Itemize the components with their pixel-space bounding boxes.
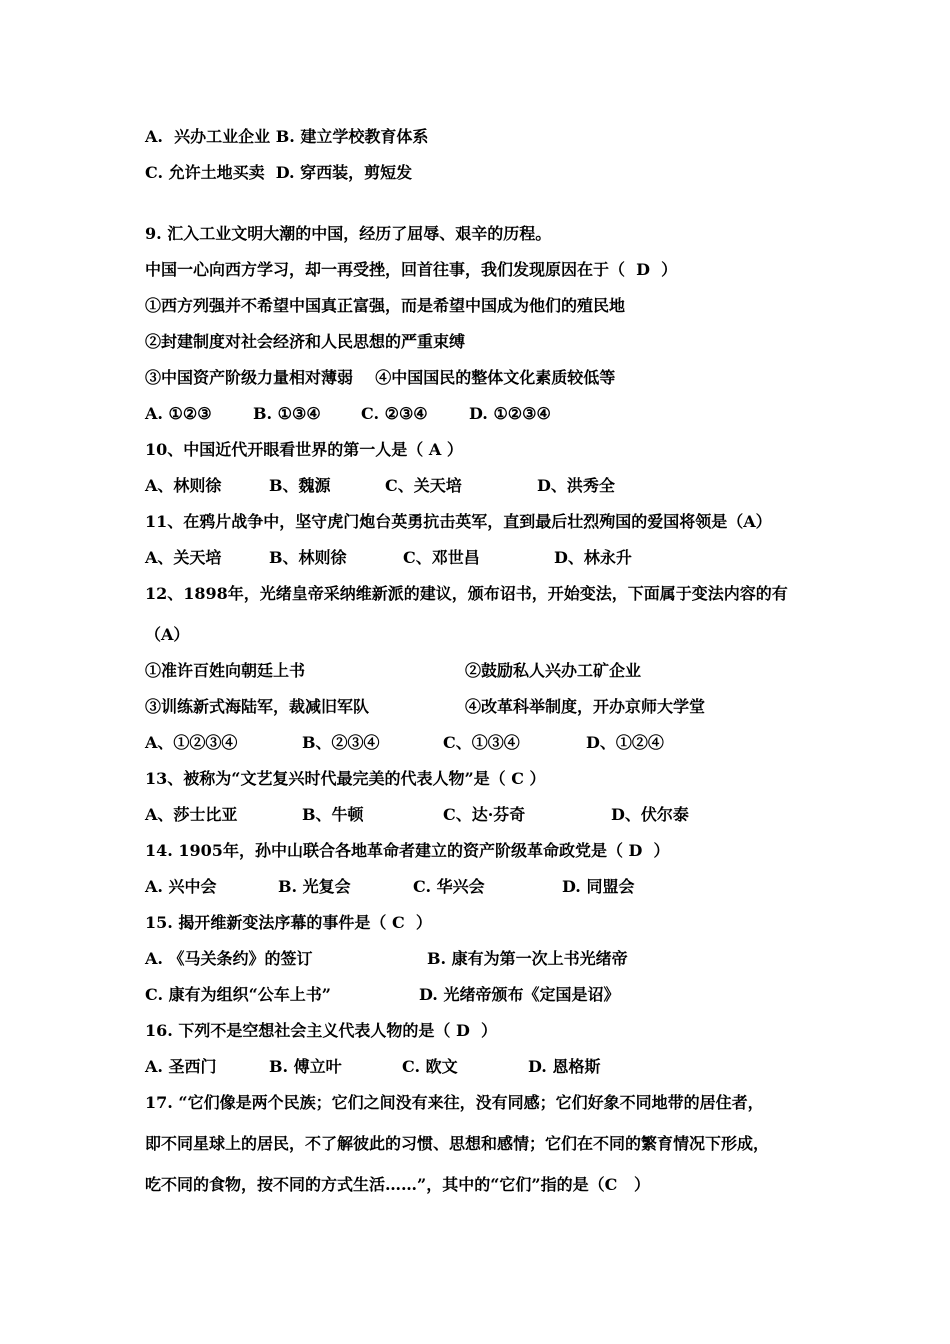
q15-option-b: B. 康有为第一次上书光绪帝 xyxy=(427,949,628,968)
q12-option-c: C、①③④ xyxy=(443,733,520,752)
q16-stem: 16. 下列不是空想社会主义代表人物的是（ D ） xyxy=(145,1021,497,1040)
q12-option-d: D、①②④ xyxy=(586,733,664,752)
q12-option-b: B、②③④ xyxy=(302,733,380,752)
q12-item-4: ④改革科举制度，开办京师大学堂 xyxy=(465,697,706,716)
q17-stem-line3: 吃不同的食物，按不同的方式生活……”，其中的“它们”指的是（C ） xyxy=(145,1175,651,1194)
q12-item-2: ②鼓励私人兴办工矿企业 xyxy=(465,661,642,680)
q17-stem-line1: 17. “它们像是两个民族；它们之间没有来往，没有同感；它们好象不同地带的居住者， xyxy=(145,1093,764,1112)
q8-options-cd: C. 允许土地买卖 D. 穿西装，剪短发 xyxy=(145,163,413,182)
q9-item-3-4: ③中国资产阶级力量相对薄弱 ④中国国民的整体文化素质较低等 xyxy=(145,368,616,387)
q16-option-a: A. 圣西门 xyxy=(145,1057,217,1076)
q12-item-1: ①准许百姓向朝廷上书 xyxy=(145,661,306,680)
q11-option-d: D、林永升 xyxy=(554,548,632,567)
q10-option-b: B、魏源 xyxy=(269,476,331,495)
q9-item-2: ②封建制度对社会经济和人民思想的严重束缚 xyxy=(145,332,466,351)
q9-option-a: A. ①②③ xyxy=(145,404,212,423)
q14-stem: 14. 1905年，孙中山联合各地革命者建立的资产阶级革命政党是（ D ） xyxy=(145,841,670,860)
q10-option-a: A、林则徐 xyxy=(145,476,222,495)
q9-option-b: B. ①③④ xyxy=(253,404,321,423)
q11-option-b: B、林则徐 xyxy=(269,548,347,567)
q9-option-c: C. ②③④ xyxy=(361,404,428,423)
q16-option-d: D. 恩格斯 xyxy=(528,1057,601,1076)
q9-option-d: D. ①②③④ xyxy=(469,404,551,423)
q11-stem: 11、在鸦片战争中，坚守虎门炮台英勇抗击英军，直到最后壮烈殉国的爱国将领是（A） xyxy=(145,512,772,531)
q10-option-d: D、洪秀全 xyxy=(537,476,615,495)
q15-option-d: D. 光绪帝颁布《定国是诏》 xyxy=(419,985,620,1004)
q11-option-c: C、邓世昌 xyxy=(403,548,480,567)
q14-option-d: D. 同盟会 xyxy=(562,877,635,896)
q13-option-a: A、莎士比亚 xyxy=(145,805,238,824)
q9-item-1: ①西方列强并不希望中国真正富强，而是希望中国成为他们的殖民地 xyxy=(145,296,626,315)
q14-option-c: C. 华兴会 xyxy=(413,877,485,896)
q9-stem-line1: 9. 汇入工业文明大潮的中国，经历了屈辱、艰辛的历程。 xyxy=(145,224,552,243)
q8-options-ab: A. 兴办工业企业 B. 建立学校教育体系 xyxy=(145,127,429,146)
q10-stem: 10、中国近代开眼看世界的第一人是（ A ） xyxy=(145,440,463,459)
q10-option-c: C、关天培 xyxy=(385,476,462,495)
q11-option-a: A、关天培 xyxy=(145,548,222,567)
q17-stem-line2: 即不同星球上的居民，不了解彼此的习惯、思想和感情；它们在不同的繁育情况下形成， xyxy=(145,1134,770,1153)
q13-option-c: C、达·芬奇 xyxy=(443,805,526,824)
q13-option-b: B、牛顿 xyxy=(302,805,364,824)
q15-option-a: A. 《马关条约》的签订 xyxy=(145,949,313,968)
q15-stem: 15. 揭开维新变法序幕的事件是（ C ） xyxy=(145,913,432,932)
q9-stem-line2: 中国一心向西方学习，却一再受挫，回首往事，我们发现原因在于（ D ） xyxy=(145,260,678,279)
q14-option-a: A. 兴中会 xyxy=(145,877,217,896)
q12-stem-line2: （A） xyxy=(145,625,190,644)
q16-option-c: C. 欧文 xyxy=(402,1057,458,1076)
q13-stem: 13、被称为“文艺复兴时代最完美的代表人物”是（ C ） xyxy=(145,769,546,788)
q16-option-b: B. 傅立叶 xyxy=(269,1057,342,1076)
q12-option-a: A、①②③④ xyxy=(145,733,238,752)
q15-option-c: C. 康有为组织“公车上书” xyxy=(145,985,332,1004)
q12-stem-line1: 12、1898年，光绪皇帝采纳维新派的建议，颁布诏书，开始变法，下面属于变法内容的有 xyxy=(145,584,788,603)
q13-option-d: D、伏尔泰 xyxy=(611,805,689,824)
q12-item-3: ③训练新式海陆军，裁减旧军队 xyxy=(145,697,370,716)
q14-option-b: B. 光复会 xyxy=(278,877,351,896)
